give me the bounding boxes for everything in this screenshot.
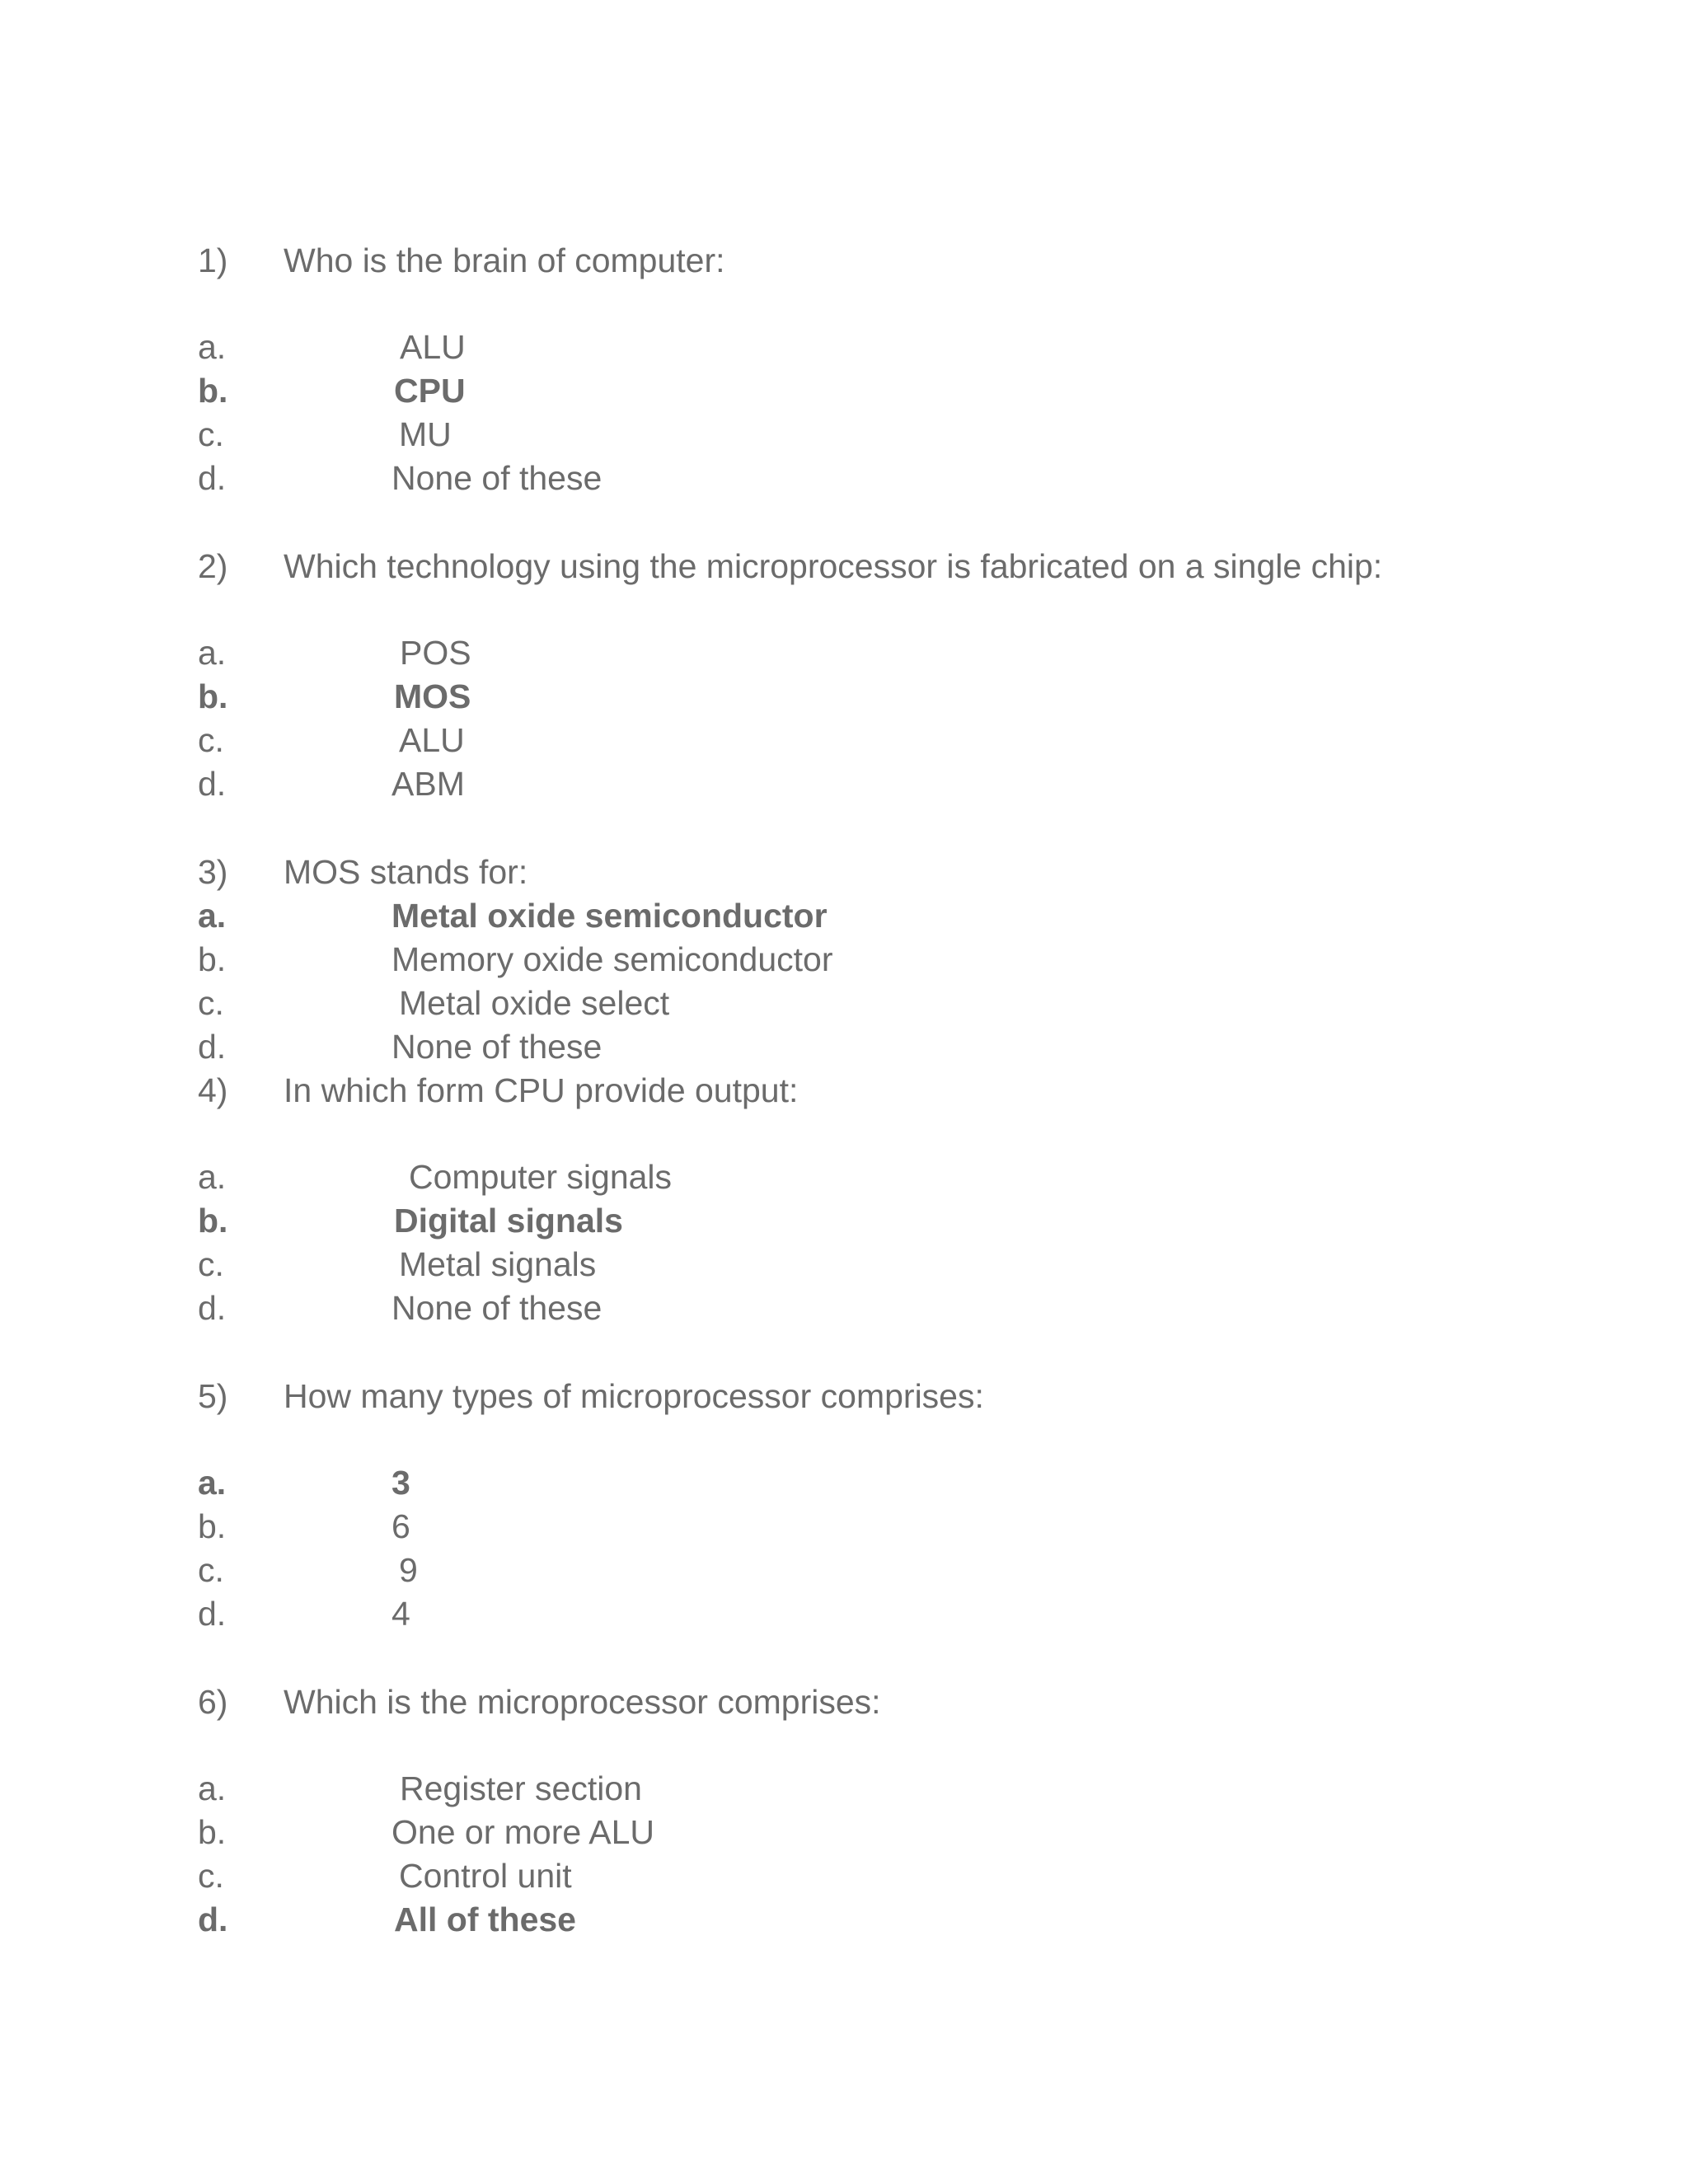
question-1 bbox=[0, 238, 1688, 283]
option-4d bbox=[0, 1286, 1688, 1330]
option-letter: b. bbox=[198, 940, 227, 978]
option-3b bbox=[0, 937, 1688, 982]
question-3 bbox=[0, 850, 1688, 894]
option-3d bbox=[0, 1024, 1688, 1069]
option-text: Metal oxide select bbox=[399, 984, 670, 1022]
question-6 bbox=[0, 1680, 1688, 1724]
question-text: In which form CPU provide output: bbox=[284, 1071, 799, 1109]
option-5b bbox=[0, 1504, 1688, 1549]
option-text: Memory oxide semiconductor bbox=[392, 940, 833, 978]
question-number: 3) bbox=[198, 853, 228, 891]
option-4c bbox=[0, 1242, 1688, 1286]
option-2c bbox=[0, 718, 1688, 762]
option-letter: d. bbox=[198, 1028, 227, 1066]
question-text: MOS stands for: bbox=[284, 853, 528, 891]
option-letter: a. bbox=[198, 328, 227, 366]
option-letter: c. bbox=[198, 721, 224, 759]
option-letter: a. bbox=[198, 897, 227, 935]
option-letter: d. bbox=[198, 765, 227, 803]
option-text: ALU bbox=[400, 328, 466, 366]
option-6d bbox=[0, 1897, 1688, 1942]
option-text: ALU bbox=[399, 721, 465, 759]
option-text: Control unit bbox=[399, 1857, 572, 1895]
option-letter: b. bbox=[198, 677, 228, 715]
option-letter: c. bbox=[198, 1245, 224, 1283]
option-6c bbox=[0, 1854, 1688, 1898]
option-6a bbox=[0, 1766, 1688, 1811]
option-letter: b. bbox=[198, 1507, 227, 1545]
option-text: None of these bbox=[392, 459, 603, 497]
option-letter: c. bbox=[198, 1857, 224, 1895]
option-4b bbox=[0, 1198, 1688, 1243]
option-3c bbox=[0, 981, 1688, 1025]
option-text: None of these bbox=[392, 1289, 603, 1327]
option-letter: d. bbox=[198, 1595, 227, 1633]
option-letter: c. bbox=[198, 984, 224, 1022]
option-letter: b. bbox=[198, 1813, 227, 1851]
option-text: MU bbox=[399, 415, 452, 453]
option-letter: a. bbox=[198, 634, 227, 672]
option-4a bbox=[0, 1155, 1688, 1199]
question-4 bbox=[0, 1068, 1688, 1113]
option-text: Register section bbox=[400, 1769, 642, 1807]
option-text: 9 bbox=[399, 1551, 418, 1589]
option-1d bbox=[0, 456, 1688, 500]
option-2a bbox=[0, 630, 1688, 675]
option-letter: d. bbox=[198, 1900, 228, 1938]
option-letter: d. bbox=[198, 459, 227, 497]
question-5 bbox=[0, 1374, 1688, 1418]
question-number: 4) bbox=[198, 1071, 228, 1109]
option-text: 6 bbox=[392, 1507, 410, 1545]
question-2 bbox=[0, 544, 1688, 588]
question-number: 6) bbox=[198, 1683, 228, 1721]
option-text: 3 bbox=[392, 1464, 410, 1502]
option-1c bbox=[0, 412, 1688, 457]
question-number: 5) bbox=[198, 1377, 228, 1415]
option-letter: a. bbox=[198, 1769, 227, 1807]
option-5c bbox=[0, 1548, 1688, 1592]
option-text: None of these bbox=[392, 1028, 603, 1066]
option-2b bbox=[0, 674, 1688, 719]
option-text: 4 bbox=[392, 1595, 410, 1633]
option-letter: c. bbox=[198, 1551, 224, 1589]
option-letter: b. bbox=[198, 372, 228, 410]
option-text: Digital signals bbox=[394, 1202, 623, 1240]
option-1a bbox=[0, 325, 1688, 369]
option-2d bbox=[0, 762, 1688, 806]
option-text: All of these bbox=[394, 1900, 576, 1938]
option-text: CPU bbox=[394, 372, 466, 410]
option-text: POS bbox=[400, 634, 471, 672]
option-letter: b. bbox=[198, 1202, 228, 1240]
question-text: How many types of microprocessor comprises: bbox=[284, 1377, 984, 1415]
option-3a bbox=[0, 893, 1688, 938]
option-text: One or more ALU bbox=[392, 1813, 655, 1851]
question-text: Which is the microprocessor comprises: bbox=[284, 1683, 881, 1721]
option-5d bbox=[0, 1591, 1688, 1636]
question-number: 2) bbox=[198, 547, 228, 585]
question-text: Who is the brain of computer: bbox=[284, 241, 725, 279]
question-number: 1) bbox=[198, 241, 228, 279]
option-text: MOS bbox=[394, 677, 471, 715]
option-letter: a. bbox=[198, 1158, 227, 1196]
option-letter: c. bbox=[198, 415, 224, 453]
option-text: Metal signals bbox=[399, 1245, 597, 1283]
option-text: ABM bbox=[392, 765, 465, 803]
option-letter: a. bbox=[198, 1464, 227, 1502]
option-letter: d. bbox=[198, 1289, 227, 1327]
option-text: Metal oxide semiconductor bbox=[392, 897, 828, 935]
question-text: Which technology using the microprocessor is fabricated on a single chip: bbox=[284, 547, 1383, 585]
option-text: Computer signals bbox=[409, 1158, 673, 1196]
option-5a bbox=[0, 1460, 1688, 1505]
option-1b bbox=[0, 368, 1688, 413]
option-6b bbox=[0, 1810, 1688, 1854]
